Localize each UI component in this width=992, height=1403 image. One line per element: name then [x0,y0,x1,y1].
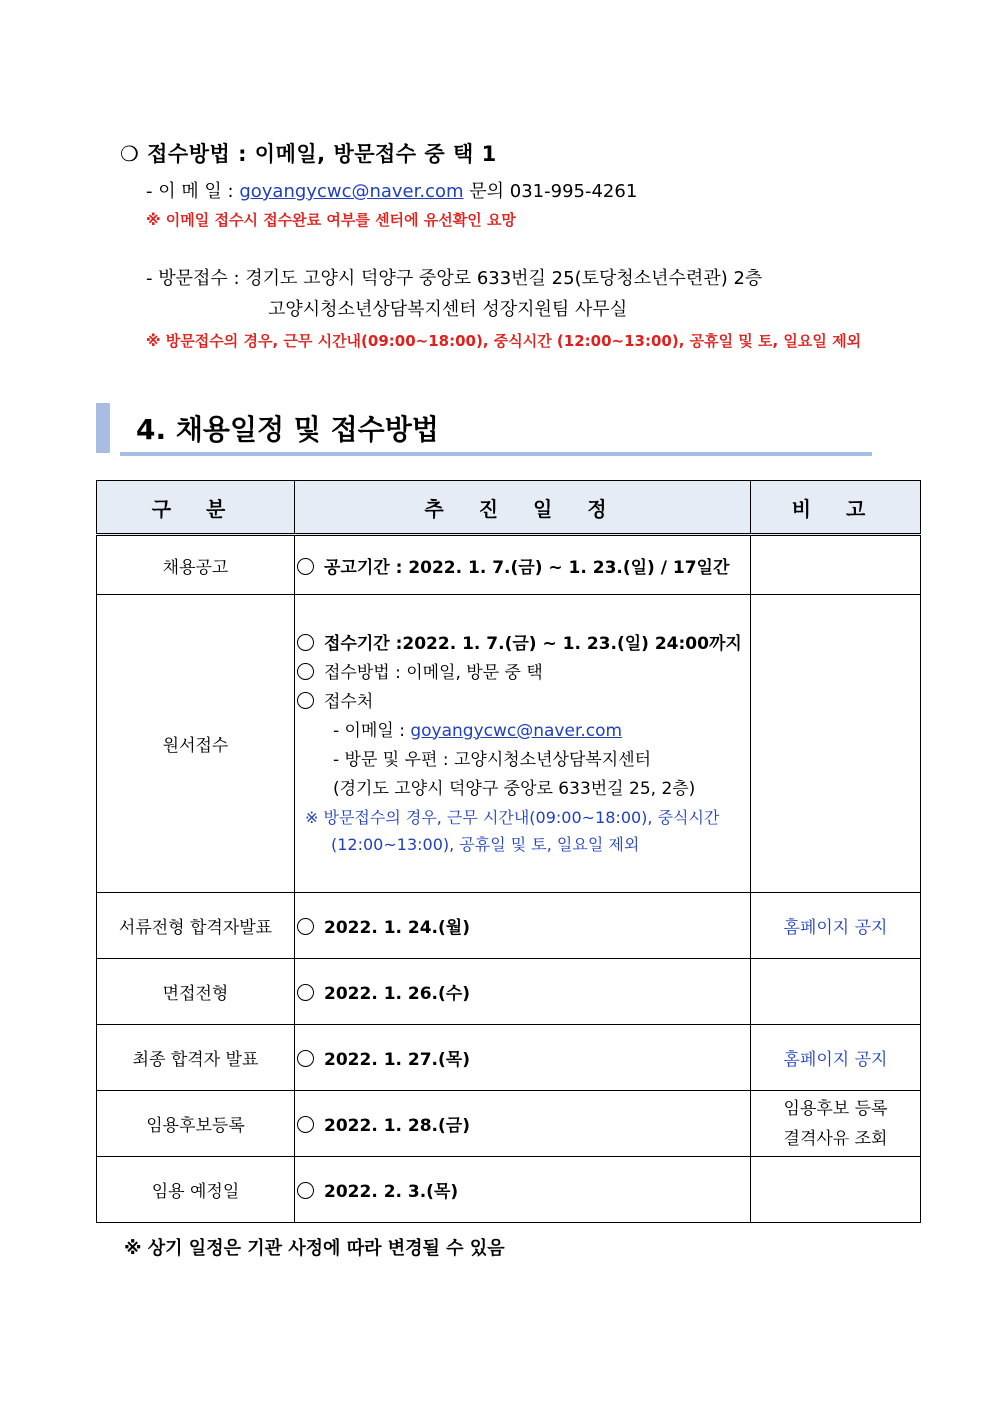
method-section-title: ❍ 접수방법 : 이메일, 방문접수 중 택 1 [120,142,497,166]
heading-accent-bar [96,403,110,453]
row-category: 임용 예정일 [97,1157,295,1223]
note-line-2: 결격사유 조회 [783,1128,888,1149]
place-address: (경기도 고양시 덕양구 중앙로 633번길 25, 2층) [333,778,696,799]
header-category: 구 분 [97,481,295,535]
schedule-text: 2022. 1. 26.(수) [324,984,470,1004]
circle-bullet-icon [297,1182,314,1199]
row-category: 채용공고 [97,535,295,595]
table-row [97,1157,921,1223]
row-schedule [295,535,751,595]
row-note: 홈페이지 공지 [751,1025,921,1091]
circle-bullet-icon [297,918,314,935]
place-email-label: - 이메일 : [333,720,411,741]
circle-bullet-icon [297,1116,314,1133]
circle-bullet-icon [297,984,314,1001]
table-row [97,1025,921,1091]
row-schedule [295,959,751,1025]
row-note [751,959,921,1025]
circle-bullet-icon [297,634,314,651]
schedule-text: 2022. 2. 3.(목) [324,1182,459,1202]
circle-bullet-icon [297,692,314,709]
row-note [751,595,921,893]
circle-bullet-icon [297,1050,314,1067]
circle-bullet-icon [297,558,314,575]
method-text: 접수방법 : 이메일, 방문 중 택 [324,662,543,683]
email-label: - 이 메 일 : [146,181,240,202]
schedule-text: 2022. 1. 27.(목) [324,1050,470,1070]
table-header-row [97,481,921,535]
place-text: 접수처 [324,691,374,712]
schedule-text: 2022. 1. 28.(금) [324,1116,470,1136]
row-note [751,1157,921,1223]
row-category: 면접전형 [97,959,295,1025]
schedule-text: 2022. 1. 24.(월) [324,918,470,938]
email-line [146,177,637,203]
row-note: 홈페이지 공지 [751,893,921,959]
row-schedule [295,893,751,959]
visit-line-1: - 방문접수 : 경기도 고양시 덕양구 중앙로 633번길 25(토당청소년수련관) 2층 [146,268,763,289]
table-row [97,1091,921,1157]
note-line-1: 임용후보 등록 [783,1098,888,1119]
row-category: 원서접수 [97,595,295,893]
row-note [751,535,921,595]
schedule-text: 공고기간 : 2022. 1. 7.(금) ~ 1. 23.(일) / 17일간 [324,557,730,578]
email-link[interactable]: goyangycwc@naver.com [239,181,464,202]
row-category: 최종 합격자 발표 [97,1025,295,1091]
table-row [97,893,921,959]
table-row [97,959,921,1025]
row-schedule [295,1025,751,1091]
email-note: ※ 이메일 접수시 접수완료 여부를 센터에 유선확인 요망 [146,211,516,229]
schedule-table [96,480,921,1223]
visit-note-1: ※ 방문접수의 경우, 근무 시간내(09:00~18:00), 중식시간 [305,807,720,827]
row-schedule [295,595,751,893]
circle-bullet-icon [297,663,314,680]
email-contact: 문의 031-995-4261 [463,181,638,202]
row-schedule [295,1091,751,1157]
visit-note-2: (12:00~13:00), 공휴일 및 토, 일요일 제외 [331,834,640,854]
header-schedule: 추 진 일 정 [295,481,751,535]
header-note: 비 고 [751,481,921,535]
section-heading: 4. 채용일정 및 접수방법 [136,413,439,446]
place-visit: - 방문 및 우편 : 고양시청소년상담복지센터 [333,749,652,770]
heading-underline [120,452,872,456]
visit-line-2: 고양시청소년상담복지센터 성장지원팀 사무실 [268,299,628,320]
place-email-link[interactable]: goyangycwc@naver.com [410,720,623,741]
table-row [97,595,921,893]
row-category: 임용후보등록 [97,1091,295,1157]
footer-note: ※ 상기 일정은 기관 사정에 따라 변경될 수 있음 [124,1238,505,1259]
visit-note: ※ 방문접수의 경우, 근무 시간내(09:00~18:00), 중식시간 (12:00~13:00), 공휴일 및 토, 일요일 제외 [146,332,862,350]
row-schedule [295,1157,751,1223]
row-category: 서류전형 합격자발표 [97,893,295,959]
row-note [751,1091,921,1157]
table-row [97,535,921,595]
period-text: 접수기간 :2022. 1. 7.(금) ~ 1. 23.(일) 24:00까지 [324,633,742,654]
